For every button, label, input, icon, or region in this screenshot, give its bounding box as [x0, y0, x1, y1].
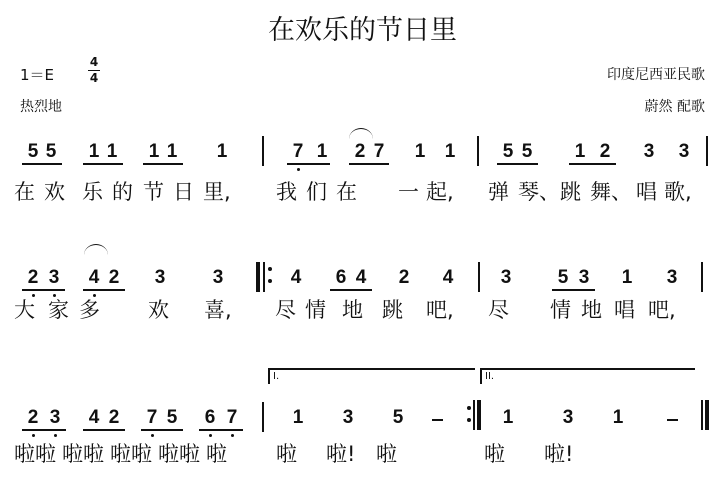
beam-underline — [287, 163, 330, 165]
song-origin: 印度尼西亚民歌 — [607, 67, 705, 83]
song-title: 在欢乐的节日里 — [268, 15, 457, 46]
octave-dot-low — [54, 434, 57, 437]
lyric-syllable: 吧, — [648, 298, 676, 322]
repeat-dot — [467, 406, 471, 410]
note: 3 — [578, 267, 590, 288]
lyric-syllable: 大 — [14, 298, 35, 322]
lyric-syllable: 起, — [426, 180, 454, 204]
note: 1 — [621, 267, 633, 288]
note: 2 — [354, 141, 366, 162]
lyric-syllable: 弹 — [488, 180, 509, 204]
lyric-syllable: 啦 — [376, 442, 397, 466]
note: 1 — [612, 407, 624, 428]
lyric-syllable: 欢 — [148, 298, 169, 322]
note: 3 — [342, 407, 354, 428]
lyric-syllable: 啦啦 — [110, 442, 152, 466]
octave-dot-low — [231, 434, 234, 437]
lyric-syllable: 唱 — [614, 298, 635, 322]
lyric-syllable: 节 — [143, 180, 164, 204]
dash-sustain — [432, 419, 443, 421]
note: 4 — [442, 267, 454, 288]
octave-dot-low — [209, 434, 212, 437]
slur-arc — [349, 128, 373, 139]
note: 3 — [154, 267, 166, 288]
note: 3 — [48, 267, 60, 288]
note: 5 — [557, 267, 569, 288]
lyric-syllable: 一 — [398, 180, 419, 204]
octave-dot-low — [53, 294, 56, 297]
note: 3 — [500, 267, 512, 288]
note: 7 — [373, 141, 385, 162]
note: 5 — [521, 141, 533, 162]
repeat-start-thin — [263, 262, 265, 292]
note: 3 — [666, 267, 678, 288]
dash-sustain — [667, 419, 678, 421]
lyric-syllable: 舞、 — [590, 180, 632, 204]
note: 3 — [212, 267, 224, 288]
note: 7 — [146, 407, 158, 428]
time-numerator: 4 — [89, 55, 99, 69]
lyric-syllable: 唱 — [636, 180, 657, 204]
note: 2 — [398, 267, 410, 288]
note: 4 — [355, 267, 367, 288]
beam-underline — [22, 429, 66, 431]
repeat-end-thin — [473, 400, 475, 430]
lyric-syllable: 啦 — [206, 442, 227, 466]
note: 6 — [204, 407, 216, 428]
note: 3 — [643, 141, 655, 162]
volta-2-bracket-side — [480, 368, 482, 384]
repeat-dot — [268, 267, 272, 271]
slur-arc — [84, 244, 108, 255]
note: 1 — [574, 141, 586, 162]
volta-2-label: II. — [485, 371, 495, 382]
note: 4 — [88, 407, 100, 428]
note: 1 — [444, 141, 456, 162]
barline — [478, 262, 480, 292]
final-barline-thick — [705, 400, 709, 430]
note: 3 — [562, 407, 574, 428]
lyric-syllable: 歌, — [664, 180, 692, 204]
note: 2 — [108, 407, 120, 428]
note: 1 — [292, 407, 304, 428]
lyric-syllable: 乐 — [82, 180, 103, 204]
lyricist-credit: 蔚然 配歌 — [644, 99, 705, 115]
lyric-syllable: 喜, — [204, 298, 232, 322]
note: 4 — [290, 267, 302, 288]
time-signature — [88, 56, 100, 84]
lyric-syllable: 在 — [336, 180, 357, 204]
lyric-syllable: 啦啦 — [14, 442, 56, 466]
note: 4 — [88, 267, 100, 288]
beam-underline — [22, 289, 65, 291]
tempo-marking: 热烈地 — [20, 99, 62, 115]
beam-underline — [141, 429, 183, 431]
volta-1-label: I. — [273, 371, 280, 382]
note: 2 — [108, 267, 120, 288]
repeat-end-thick — [477, 400, 481, 430]
lyric-syllable: 我 — [276, 180, 297, 204]
time-denominator: 4 — [89, 71, 99, 85]
note: 5 — [392, 407, 404, 428]
lyric-syllable: 啦 — [276, 442, 297, 466]
note: 2 — [27, 267, 39, 288]
volta-2-bracket-top — [480, 368, 695, 370]
beam-underline — [83, 429, 125, 431]
beam-underline — [143, 163, 183, 165]
note: 1 — [216, 141, 228, 162]
note: 1 — [148, 141, 160, 162]
note: 7 — [226, 407, 238, 428]
note: 1 — [502, 407, 514, 428]
beam-underline — [199, 429, 243, 431]
lyric-syllable: 啦啦 — [158, 442, 200, 466]
lyric-syllable: 啦! — [326, 442, 356, 466]
barline — [706, 136, 708, 166]
lyric-syllable: 多 — [79, 298, 100, 322]
beam-underline — [83, 289, 125, 291]
note: 5 — [45, 141, 57, 162]
note: 1 — [166, 141, 178, 162]
note: 1 — [88, 141, 100, 162]
barline — [701, 262, 703, 292]
lyric-syllable: 地 — [342, 298, 363, 322]
lyric-syllable: 啦啦 — [62, 442, 104, 466]
lyric-syllable: 们 — [306, 180, 327, 204]
lyric-syllable: 尽 — [488, 298, 509, 322]
octave-dot-low — [32, 434, 35, 437]
barline — [262, 402, 264, 432]
note: 1 — [106, 141, 118, 162]
note: 2 — [27, 407, 39, 428]
note: 2 — [599, 141, 611, 162]
lyric-syllable: 欢 — [44, 180, 65, 204]
lyric-syllable: 的 — [112, 180, 133, 204]
beam-underline — [552, 289, 595, 291]
lyric-syllable: 跳 — [382, 298, 403, 322]
volta-1-bracket-top — [268, 368, 475, 370]
beam-underline — [569, 163, 616, 165]
lyric-syllable: 家 — [48, 298, 69, 322]
lyric-syllable: 尽 — [275, 298, 296, 322]
note: 1 — [414, 141, 426, 162]
repeat-dot — [268, 279, 272, 283]
note: 3 — [49, 407, 61, 428]
beam-underline — [22, 163, 62, 165]
note: 5 — [166, 407, 178, 428]
lyric-syllable: 情 — [550, 298, 571, 322]
note: 5 — [27, 141, 39, 162]
key-signature: 1＝E — [20, 66, 55, 84]
lyric-syllable: 地 — [581, 298, 602, 322]
beam-underline — [349, 163, 389, 165]
barline — [477, 136, 479, 166]
octave-dot-low — [151, 434, 154, 437]
lyric-syllable: 情 — [305, 298, 326, 322]
repeat-dot — [467, 418, 471, 422]
lyric-syllable: 日 — [173, 180, 194, 204]
octave-dot-low — [32, 294, 35, 297]
barline — [262, 136, 264, 166]
lyric-syllable: 啦! — [544, 442, 574, 466]
volta-1-bracket-side — [268, 368, 270, 384]
octave-dot-low — [93, 294, 96, 297]
lyric-syllable: 琴、 — [518, 180, 560, 204]
note: 1 — [316, 141, 328, 162]
lyric-syllable: 在 — [14, 180, 35, 204]
note: 5 — [502, 141, 514, 162]
note: 3 — [678, 141, 690, 162]
lyric-syllable: 吧, — [426, 298, 454, 322]
note: 6 — [335, 267, 347, 288]
beam-underline — [497, 163, 538, 165]
note: 7 — [292, 141, 304, 162]
octave-dot-low — [297, 168, 300, 171]
lyric-syllable: 啦 — [484, 442, 505, 466]
beam-underline — [330, 289, 372, 291]
final-barline-thin — [701, 400, 703, 430]
lyric-syllable: 跳 — [560, 180, 581, 204]
beam-underline — [83, 163, 123, 165]
repeat-start-thick — [256, 262, 260, 292]
lyric-syllable: 里, — [203, 180, 231, 204]
